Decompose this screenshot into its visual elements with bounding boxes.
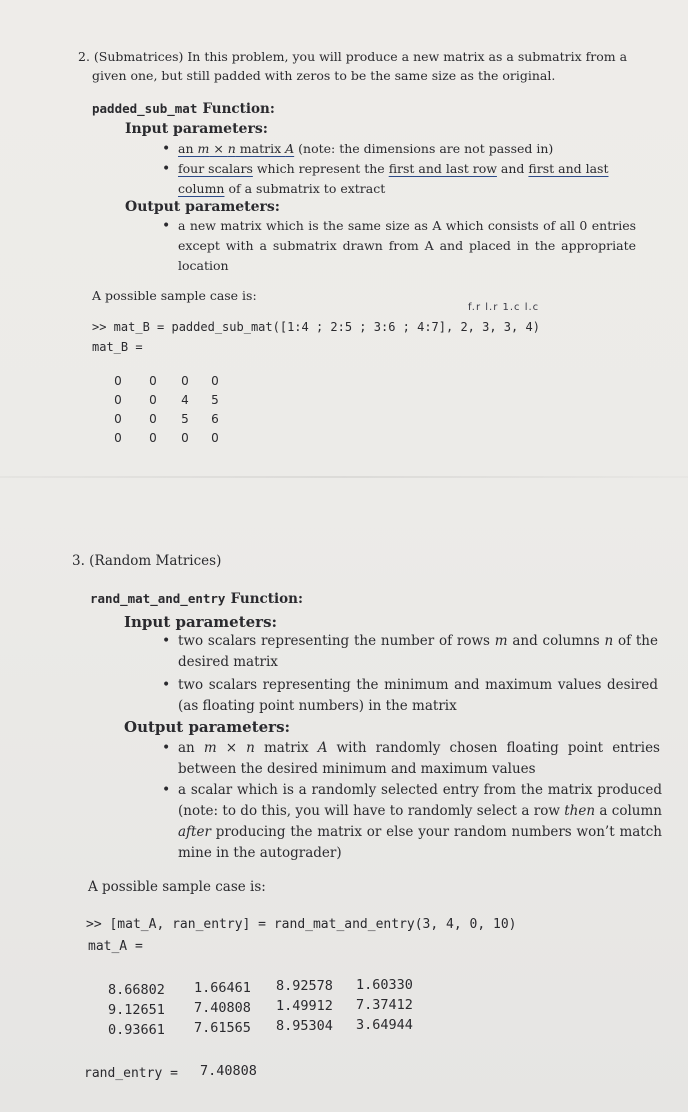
bullet-dot: •	[162, 782, 171, 798]
problem3-output-bullet-1: an m × n matrix A with randomly chosen floating point entries between the desired minimum and maximum values	[178, 740, 660, 777]
problem3-result-label: mat_A =	[88, 939, 143, 954]
problem3-rand-entry-value: 7.40808	[200, 1063, 257, 1079]
problem2-function-title	[92, 98, 275, 117]
matrix-cell: 5	[181, 412, 189, 426]
matrix-cell: 7.37412	[356, 997, 413, 1013]
problem3-heading: 3. (Random Matrices)	[72, 553, 222, 569]
problem3-input-bullet-1: two scalars representing the number of rows m and columns n of the desired matrix	[178, 633, 658, 670]
matrix-cell: 0	[149, 374, 157, 388]
matrix-cell: 0	[114, 393, 122, 407]
matrix-cell: 9.12651	[108, 1002, 165, 1018]
function-name: rand_mat_and_entry	[90, 591, 226, 606]
problem3-input-heading: Input parameters:	[124, 613, 278, 631]
matrix-cell: 8.66802	[108, 982, 165, 998]
problem3-rand-entry-label: rand_entry =	[84, 1066, 178, 1081]
matrix-cell: 0.93661	[108, 1022, 165, 1038]
page-fold	[0, 476, 688, 478]
problem2-code-line: >> mat_B = padded_sub_mat([1:4 ; 2:5 ; 3:6 ; 4:7], 2, 3, 3, 4)	[92, 320, 540, 334]
problem2-input-bullet-2: four scalars which represent the first and last row and first and last column of a submatrix to extract	[178, 161, 609, 196]
problem3-sample-intro: A possible sample case is:	[88, 879, 266, 895]
problem2-input-heading: Input parameters:	[125, 121, 268, 137]
problem3-code-line: >> [mat_A, ran_entry] = rand_mat_and_entry(3, 4, 0, 10)	[86, 917, 517, 932]
matrix-cell: 0	[181, 374, 189, 388]
matrix-cell: 1.49912	[276, 998, 333, 1014]
matrix-cell: 4	[181, 393, 189, 407]
problem3-output-heading: Output parameters:	[124, 718, 291, 736]
matrix-cell: 6	[211, 412, 219, 426]
matrix-cell: 8.95304	[276, 1018, 333, 1034]
bullet-dot: •	[162, 141, 171, 157]
function-name: padded_sub_mat	[92, 101, 198, 116]
bullet-dot: •	[162, 218, 171, 234]
matrix-cell: 0	[181, 431, 189, 445]
function-suffix: Function:	[202, 101, 275, 117]
matrix-cell: 0	[211, 431, 219, 445]
matrix-cell: 0	[149, 393, 157, 407]
problem2-input-bullet-1: an m × n matrix A (note: the dimensions are not passed in)	[178, 141, 554, 156]
matrix-cell: 0	[149, 412, 157, 426]
problem2-output-heading: Output parameters:	[125, 199, 280, 215]
problem2-sample-intro: A possible sample case is:	[92, 288, 257, 303]
problem2-output-bullet-1: a new matrix which is the same size as A which consists of all 0 entries except with a submatrix drawn from A and placed in the appropriate location	[178, 218, 636, 273]
matrix-cell: 0	[114, 374, 122, 388]
problem3-output-bullet-2: a scalar which is a randomly selected entry from the matrix produced (note: to do this, you will have to randomly select a row then a column after producing the matrix or else your random numbers won’t match mine in the autograder)	[178, 782, 662, 861]
handwritten-note: f.r l.r 1.c l.c	[468, 302, 540, 313]
problem2-heading-line2: given one, but still padded with zeros to be the same size as the original.	[92, 68, 556, 83]
matrix-cell: 0	[211, 374, 219, 388]
matrix-cell: 7.40808	[194, 1000, 251, 1016]
problem3-function-title	[90, 588, 303, 607]
bullet-dot: •	[162, 740, 171, 756]
function-suffix: Function:	[230, 591, 303, 607]
matrix-cell: 5	[211, 393, 219, 407]
matrix-cell: 8.92578	[276, 978, 333, 994]
bullet-dot: •	[162, 633, 171, 649]
problem2-heading: 2. (Submatrices) In this problem, you will produce a new matrix as a submatrix from a	[78, 49, 628, 64]
bullet-dot: •	[162, 677, 171, 693]
matrix-cell: 0	[149, 431, 157, 445]
matrix-cell: 1.66461	[194, 980, 251, 996]
problem2-result-label: mat_B =	[92, 340, 143, 354]
matrix-cell: 7.61565	[194, 1020, 251, 1036]
bullet-dot: •	[162, 161, 171, 177]
matrix-cell: 1.60330	[356, 977, 413, 993]
matrix-cell: 0	[114, 431, 122, 445]
matrix-cell: 0	[114, 412, 122, 426]
matrix-cell: 3.64944	[356, 1017, 413, 1033]
problem3-input-bullet-2: two scalars representing the minimum and maximum values desired (as floating point numbers) in the matrix	[178, 677, 658, 714]
